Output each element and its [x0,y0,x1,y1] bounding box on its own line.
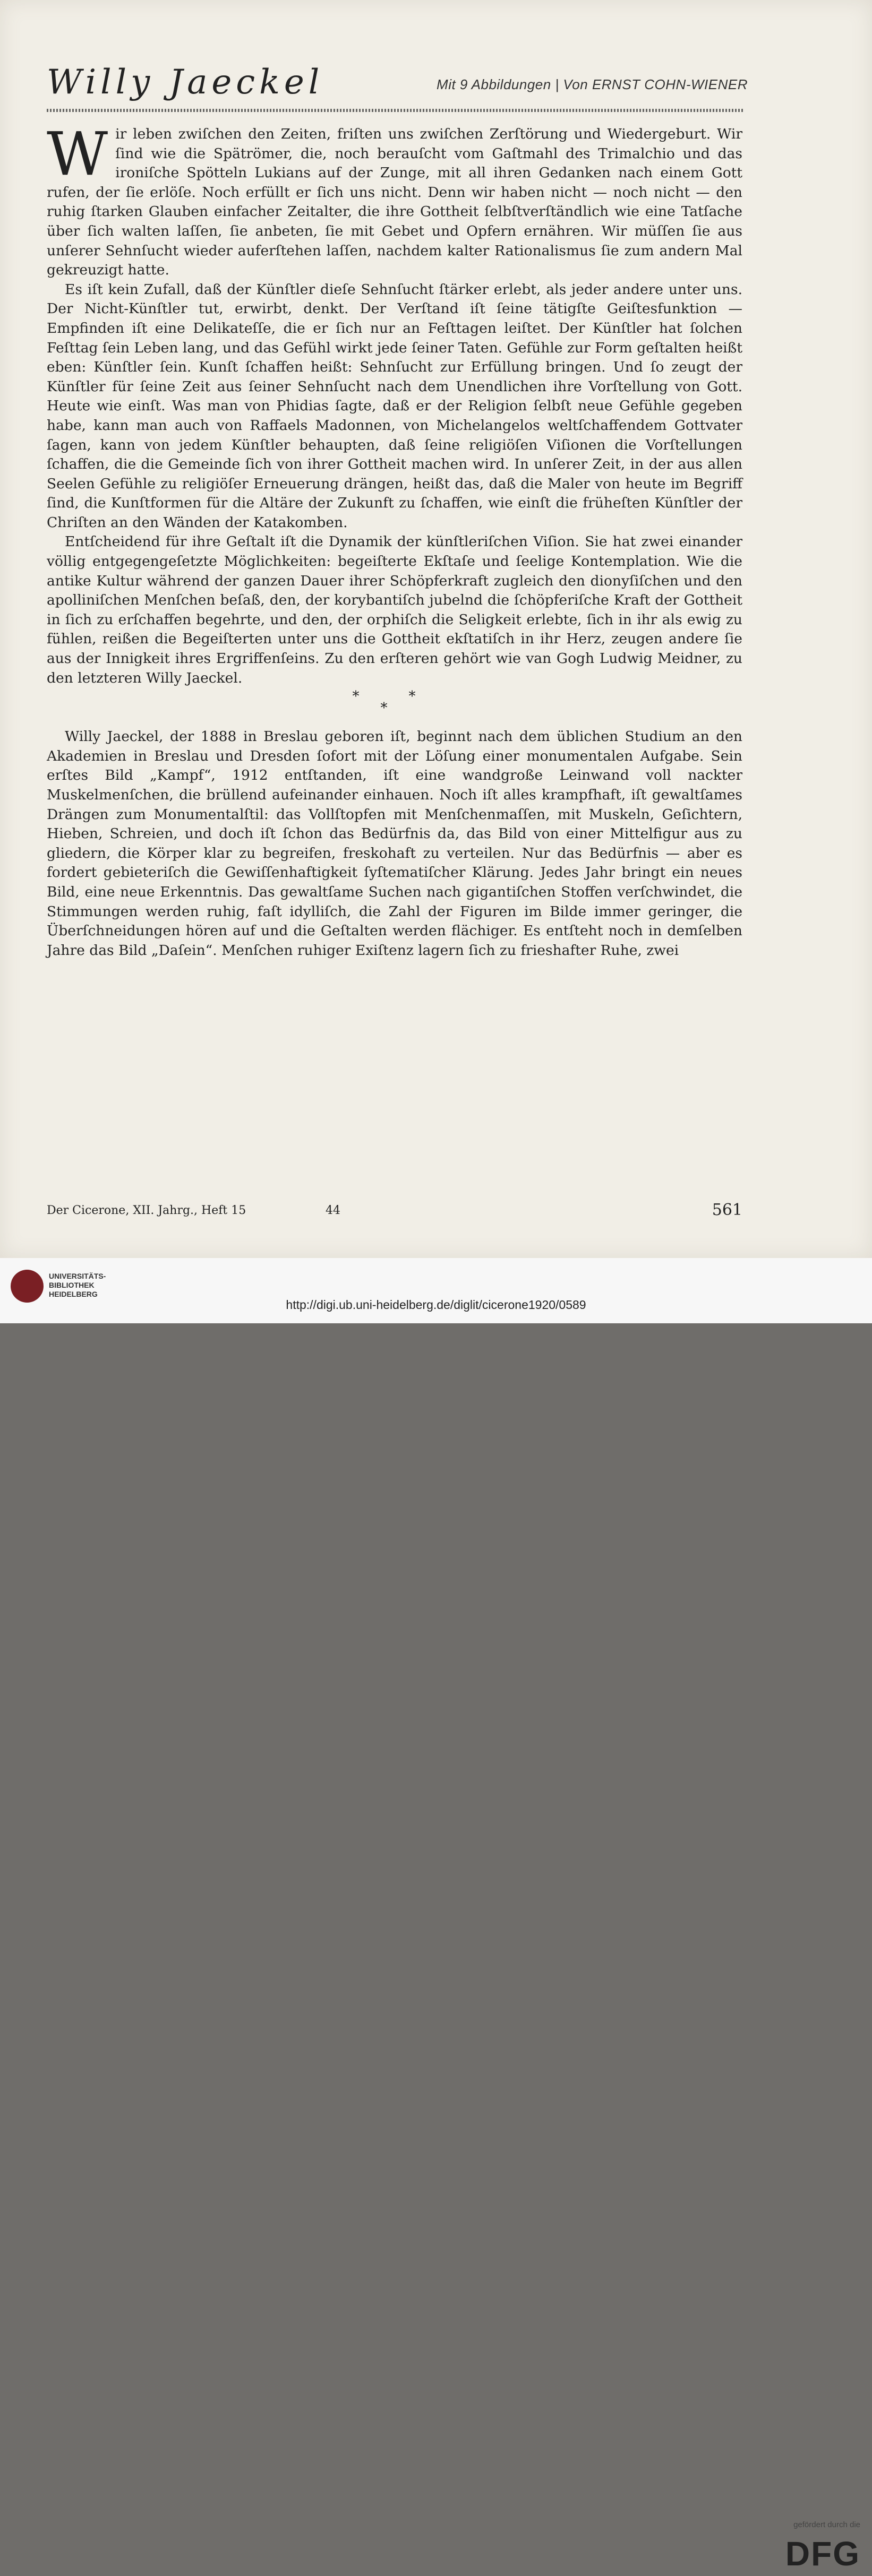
page-number: 561 [712,1201,742,1219]
paragraph-1 [47,120,742,280]
scanned-page [0,0,872,1258]
divider-star: * [380,700,409,717]
permalink[interactable]: http://digi.ub.uni-heidelberg.de/diglit/cicerone1920/0589 [286,1298,586,1312]
drop-cap: W [47,120,108,189]
article-byline: Mit 9 Abbildungen | Von ERNST COHN-WIENER [437,76,748,92]
divider-star: * [408,688,437,705]
paragraph-3: Entſcheidend für ihre Geſtalt iſt die Dynamik der künſtleriſchen Viſion. Sie hat zwei einander völlig entgegengeſetzte Möglichkeiten: begeiſterte Ekſtaſe und ſeelige Kontemplation. Wie die antike Kultur während der ganzen Dauer ihrer Schöpferkraft zugleich den dionyſiſchen und den apolliniſchen Menſchen beſaß, den, der korybantiſch jubelnd die ſchöpferiſche Kraft der Gottheit in ſich zu erſchaffen begehrte, und den, der orphiſch die Seligkeit erlebte, ſich in ihr als ewig zu fühlen, reißen die Begeiſterten unter uns die Gottheit ekſtatiſch in ihr Herz, zeugen andere ſie aus der Innigkeit ihres Ergriffenſeins. Zu den erſteren gehört wie van Gogh Ludwig Meidner, zu den letzteren Willy Jaeckel. [47,533,742,686]
page-footer [47,1201,742,1222]
article-header [47,63,748,105]
library-name-line: BIBLIOTHEK [49,1281,95,1289]
paragraph-1-text: ir leben zwiſchen den Zeiten, friſten uns zwiſchen Zerſtörung und Wiedergeburt. Wir ſind wie die Spätrömer, die, noch berauſcht vom Gaſtmahl des Trimalchio und das ironiſche Spötteln Lukians auf der Zunge, mit all ihren Gedanken nach einem Gott rufen, der ſie erlöſe. Noch erfüllt er ſich uns nicht. Denn wir haben nicht — noch nicht — den ruhig ſtarken Glauben einfacher Zeitalter, die ihre Gottheit ſelbſtverſtändlich wie eine Tatſache über ſich walten laſſen, ſie anbeten, ſie mit Gebet und Opfern ernähren. Wir müſſen ſie aus unſerer Sehnſucht wieder auferſtehen laſſen, nachdem kalter Rationalismus ſie zum andern Mal gekreuzigt hatte. [47,126,742,279]
divider-star: * [352,688,381,705]
library-name-line: UNIVERSITÄTS- [49,1272,106,1280]
dfg-wordmark: DFG [785,2535,860,2573]
paragraph-2: Es iſt kein Zufall, daß der Künſtler dieſe Sehnſucht ſtärker erlebt, als jeder andere unter uns. Der Nicht-Künſtler tut, erwirbt, denkt. Der Verſtand iſt ſeine tätigſte Geiſtesfunktion — Empfinden iſt eine Delikateſſe, die er ſich nur an Feſttagen leiſtet. Der Künſtler hat ſolchen Feſttag ſein Leben lang, und das Gefühl wirkt jede ſeiner Taten. Gefühle zur Form geſtalten heißt eben: Künſtler ſein. Kunſt ſchaffen heißt: Sehnſucht zur Erfüllung bringen. Und ſo zeugt der Künſtler für ſeine Zeit aus ſeiner Sehnſucht nach dem Unendlichen ihre Vorſtellung von Gott. Heute wie einſt. Was man von Phidias ſagte, daß er der Religion ſelbſt neue Gefühle gegeben habe, kann man auch von Raffaels Madonnen, von Michelangelos weltſchaffendem Gottvater ſagen, kann von jedem Künſtler behaupten, daß ſeine religiöſen Viſionen die Vorſtellungen ſchaffen, die die Gemeinde ſich von ihrer Gottheit machen wird. In unſerer Zeit, in der aus allen Seelen Gefühle zu religiöſer Erneuerung drängen, heißt das, daß die Maler von heute im Begriff ſind, die Kunſtformen für die Altäre der Zukunft zu ſchaffen, wie einſt die früheſten Künſtler der Chriſten an den Wänden der Katakomben. [47,281,742,531]
section-divider [47,688,742,727]
digitization-banner [0,1258,872,2573]
funding-note: gefördert durch die [793,2520,860,2529]
article-body [47,120,742,960]
sheet-number: 44 [326,1204,340,1217]
funder-logo[interactable] [770,2520,860,2576]
library-name-line: HEIDELBERG [49,1290,98,1298]
dotted-rule [47,109,743,112]
paragraph-4: Willy Jaeckel, der 1888 in Breslau geboren iſt, beginnt nach dem üblichen Studium an den Akademien in Breslau und Dresden ſofort mit der Löſung einer monumentalen Aufgabe. Sein erſtes Bild „Kampf“, 1912 entſtanden, iſt eine wandgroße Leinwand voll nackter Muskelmenſchen, die brüllend aufeinander einhauen. Noch iſt alles krampfhaft, iſt gewaltſames Drängen zum Monumentalſtil: das Vollſtopfen mit Menſchenmaſſen, mit Muskeln, Geſichtern, Hieben, Schreien, und doch iſt ſchon das Bedürfnis da, das Bild von einer Mittelfigur aus zu gliedern, die Körper klar zu begreifen, freskohaft zu verteilen. Nur das Bedürfnis — aber es fordert gebieteriſch die Gewiſſenhaftigkeit ſyſtematiſcher Klärung. Jedes Jahr bringt ein neues Bild, eine neue Erkenntnis. Das gewaltſame Suchen nach gigantiſchen Stoffen verſchwindet, die Stimmungen werden ruhig, faſt idylliſch, die Zahl der Figuren im Bilde immer geringer, die Überſchneidungen hören auf und die Geſtalten werden flächiger. Es entſteht noch in demſelben Jahre das Bild „Daſein“. Menſchen ruhiger Exiſtenz lagern ſich zu frieshafter Ruhe, zwei [47,728,742,959]
journal-reference: Der Cicerone, XII. Jahrg., Heft 15 [47,1204,246,1217]
library-name [49,1272,106,1299]
article-title: Willy Jaeckel [47,63,324,102]
